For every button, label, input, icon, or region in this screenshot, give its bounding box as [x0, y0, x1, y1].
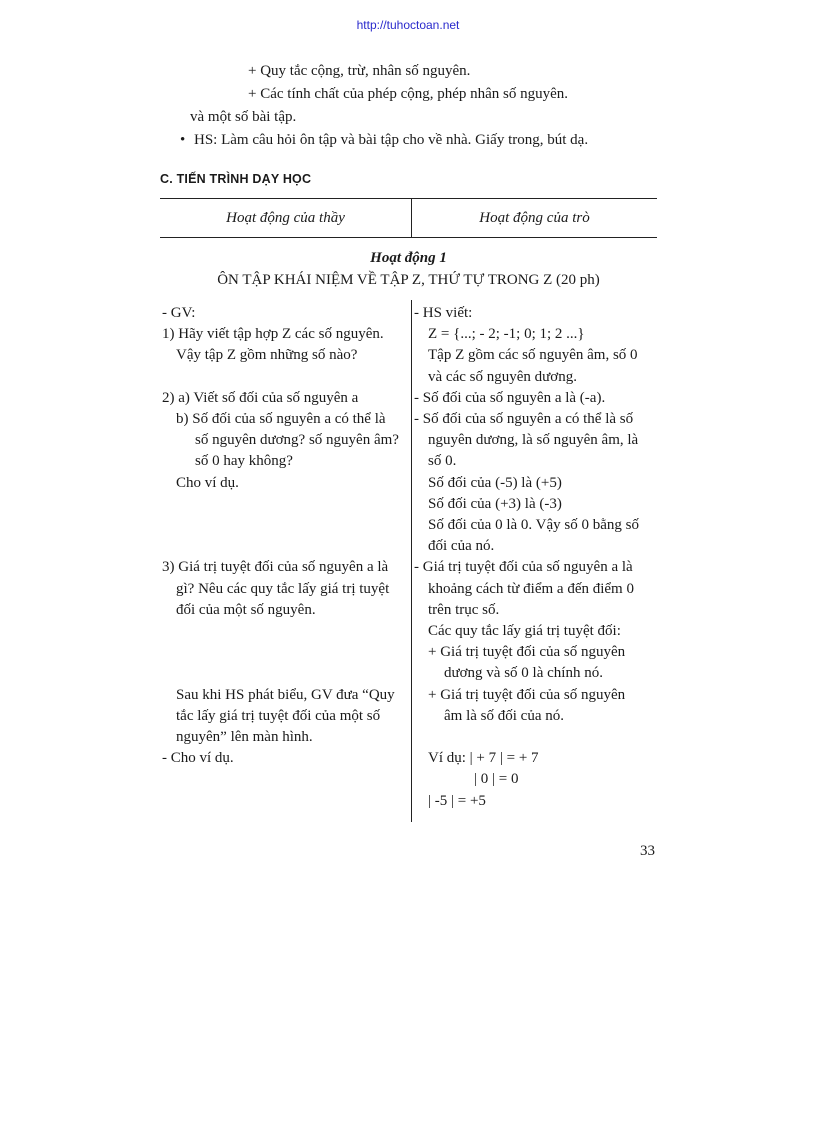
- student-line: số 0.: [428, 453, 457, 470]
- review-rule-1: + Quy tắc cộng, trừ, nhân số nguyên.: [248, 63, 471, 79]
- teacher-line: 1) Hãy viết tập hợp Z các số nguyên.: [162, 326, 384, 343]
- student-line: và các số nguyên dương.: [428, 368, 577, 385]
- student-line: + Giá trị tuyệt đối của số nguyên: [428, 644, 626, 661]
- teacher-column: [162, 303, 410, 769]
- teacher-line: gì? Nêu các quy tắc lấy giá trị tuyệt: [176, 580, 390, 597]
- table-top-rule: [160, 198, 657, 199]
- student-line: âm là số đối của nó.: [444, 707, 564, 724]
- student-column: [414, 303, 657, 812]
- student-line: - Giá trị tuyệt đối của số nguyên a là: [414, 559, 633, 576]
- teacher-line: [162, 642, 410, 663]
- student-line: [414, 727, 657, 748]
- teacher-line: - Cho ví dụ.: [162, 750, 234, 767]
- teacher-line: Vậy tập Z gồm những số nào?: [176, 347, 358, 364]
- teacher-line: [162, 663, 410, 684]
- student-line: Tập Z gồm các số nguyên âm, số 0: [428, 347, 638, 364]
- student-line: khoảng cách từ điểm a đến điểm 0: [428, 580, 634, 597]
- section-title: C. TIẾN TRÌNH DẠY HỌC: [160, 172, 312, 186]
- student-line: Z = {...; - 2; -1; 0; 1; 2 ...}: [428, 326, 585, 343]
- student-line: + Giá trị tuyệt đối của số nguyên: [428, 686, 626, 703]
- source-url[interactable]: http://tuhoctoan.net: [356, 18, 460, 32]
- activity-subtitle: ÔN TẬP KHÁI NIỆM VỀ TẬP Z, THỨ TỰ TRONG Z (20 ph): [217, 272, 600, 288]
- activity-title: Hoạt động 1: [370, 250, 447, 266]
- student-prep-item: • HS: Làm câu hỏi ôn tập và bài tập cho về nhà. Giấy trong, bút dạ.: [194, 129, 588, 152]
- teacher-line: [162, 536, 410, 557]
- student-line: | -5 | = +5: [428, 792, 486, 809]
- table-header-rule: [160, 237, 657, 238]
- teacher-column-header: Hoạt động của thầy: [226, 210, 345, 226]
- page-number: 33: [640, 843, 655, 859]
- student-line: Số đối của (+3) là (-3): [428, 495, 562, 512]
- review-rule-3: và một số bài tập.: [190, 109, 297, 125]
- student-line: Số đối của 0 là 0. Vậy số 0 bằng số: [428, 517, 639, 534]
- student-line: - HS viết:: [414, 305, 473, 321]
- teacher-line: [162, 367, 410, 388]
- teacher-line: [162, 515, 410, 536]
- teacher-line: b) Số đối của số nguyên a có thể là: [176, 411, 386, 428]
- teacher-line: số nguyên dương? số nguyên âm?: [195, 432, 399, 449]
- teacher-line: đối của một số nguyên.: [176, 601, 316, 618]
- teacher-line: tắc lấy giá trị tuyệt đối của một số: [176, 707, 381, 724]
- teacher-line: 2) a) Viết số đối của số nguyên a: [162, 389, 359, 406]
- teacher-line: [162, 494, 410, 515]
- teacher-line: Sau khi HS phát biểu, GV đưa “Quy: [176, 686, 395, 703]
- student-line: | 0 | = 0: [474, 771, 519, 788]
- teacher-line: 3) Giá trị tuyệt đối của số nguyên a là: [162, 559, 389, 576]
- student-line: Các quy tắc lấy giá trị tuyệt đối:: [428, 623, 621, 640]
- student-column-header: Hoạt động của trò: [479, 210, 590, 226]
- column-divider: [411, 300, 412, 822]
- student-line: - Số đối của số nguyên a có thể là số: [414, 411, 634, 428]
- review-rule-2: + Các tính chất của phép cộng, phép nhân số nguyên.: [248, 86, 569, 102]
- teacher-line: - GV:: [162, 305, 196, 321]
- teacher-line: số 0 hay không?: [195, 453, 293, 470]
- teacher-line: [162, 621, 410, 642]
- student-line: trên trục số.: [428, 601, 500, 618]
- student-line: Số đối của (-5) là (+5): [428, 474, 562, 491]
- student-line: dương và số 0 là chính nó.: [444, 665, 603, 682]
- teacher-line: nguyên” lên màn hình.: [176, 729, 313, 746]
- student-line: đối của nó.: [428, 538, 495, 555]
- teacher-line: Cho ví dụ.: [176, 474, 239, 491]
- student-line: Ví dụ: | + 7 | = + 7: [428, 750, 539, 767]
- student-line: - Số đối của số nguyên a là (-a).: [414, 389, 606, 406]
- student-line: nguyên dương, là số nguyên âm, là: [428, 432, 639, 449]
